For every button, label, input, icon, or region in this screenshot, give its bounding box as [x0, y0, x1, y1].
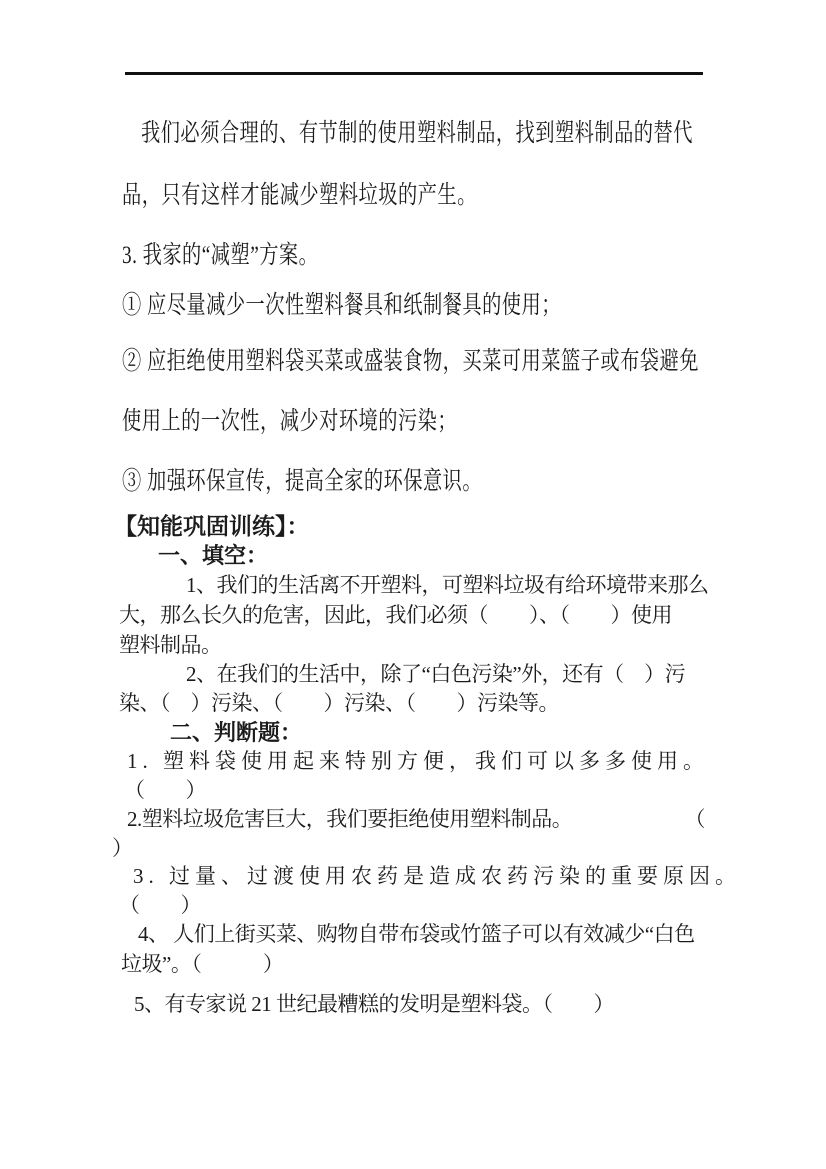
- judge-q3: 3. 过量、过渡使用农药是造成农药污染的重要原因。: [133, 864, 741, 888]
- intro-line-2: 品，只有这样才能减少塑料垃圾的产生。: [122, 182, 477, 209]
- judge-q1: 1. 塑料袋使用起来特别方便，我们可以多多使用。: [127, 749, 709, 773]
- plan-item-3: ③ 加强环保宣传，提高全家的环保意识。: [122, 468, 483, 495]
- fill-q1-line1: 1、我们的生活离不开塑料，可塑料垃圾有给环境带来那么: [186, 573, 709, 597]
- plan-item-1: ① 应尽量减少一次性塑料餐具和纸制餐具的使用；: [122, 292, 561, 319]
- judge-q1-blank: （ ）: [124, 778, 206, 802]
- judge-q3-blank: （ ）: [119, 893, 201, 917]
- judge-q2-text: 2.塑料垃圾危害巨大，我们要拒绝使用塑料制品。: [127, 807, 573, 831]
- plan-item-2: ② 应拒绝使用塑料袋买菜或盛装食物，买菜可用菜篮子或布袋避免: [122, 348, 699, 375]
- judge-q2-blank: ）: [112, 836, 133, 860]
- header-rule: [125, 72, 703, 75]
- item3-heading: 3. 我家的“减塑”方案。: [122, 242, 319, 269]
- judge-q2-blank-open: （: [684, 807, 705, 831]
- plan-item-2-cont: 使用上的一次性，减少对环境的污染；: [122, 408, 458, 435]
- fill-q2-line2: 染、（ ）污染、（ ）污染、（ ）污染等。: [119, 691, 559, 715]
- judge-q5: 5、有专家说 21 世纪最糟糕的发明是塑料袋。（ ）: [134, 992, 614, 1016]
- judge-q2: [127, 808, 705, 831]
- fill-q1-line2: 大，那么长久的危害，因此，我们必须（ ）、（ ）使用: [119, 603, 672, 627]
- training-section-title: 【知能巩固训练】：: [114, 513, 310, 539]
- fill-blank-heading: 一、填空：: [158, 543, 269, 568]
- judge-heading: 二、判断题：: [170, 720, 303, 745]
- judge-q4-cont: 垃圾”。（ ）: [121, 952, 284, 976]
- fill-q2-line1: 2、在我们的生活中，除了“白色污染”外，还有（ ）污: [186, 662, 686, 686]
- intro-line-1: 我们必须合理的、有节制的使用塑料制品，找到塑料制品的替代: [141, 120, 693, 147]
- judge-q4: 4、 人们上街买菜、购物自带布袋或竹篮子可以有效减少“白色: [138, 922, 695, 946]
- fill-q1-line3: 塑料制品。: [119, 633, 222, 657]
